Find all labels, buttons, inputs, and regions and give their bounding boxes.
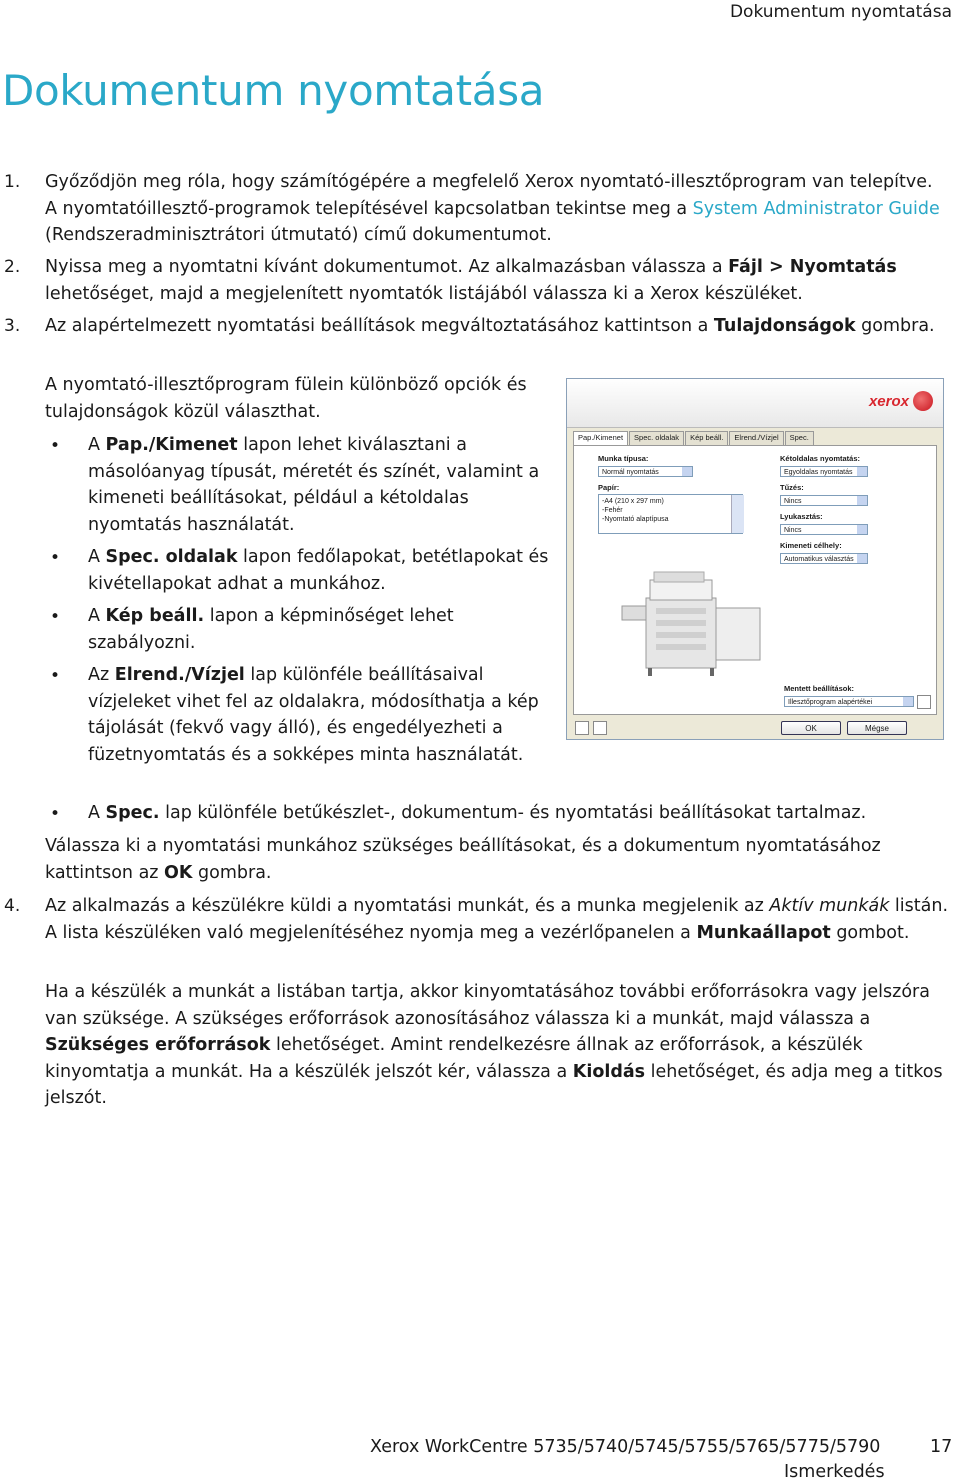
step-number: 4. [4,896,21,916]
held-job-text: Ha a készülék a munkát a listában tartja, akkor kinyomtatásához további erőforrásokra vagy jelszóra van szüksége. A szükséges erőforrások azonosításához válassza ki a munkát, majd válassza a Szükséges erőforrások lehetőséget. Amint rendelkezésre állnak az erőforrások, a készülék kinyomtatja a munkát. Ha a készülék jelszót kér, válassza a Kioldás lehetőséget, és adja meg a titkos jelszót. [45,982,943,1108]
paper-list-scrollbar[interactable] [731,495,744,533]
help-icon[interactable] [575,721,589,735]
save-settings-icon[interactable] [917,695,931,709]
step-4-text: Az alkalmazás a készülékre küldi a nyomtatási munkát, és a munka megjelenik az Aktív munkák listán. A lista készüléken való megjelenítéséhez nyomja meg a vezérlőpanelen a Munkaállapot gombot. [45,896,949,943]
stapling-label: Tűzés: [780,483,804,492]
bullet-icon: • [50,607,61,627]
tab-layout-watermark[interactable]: Elrend./Vízjel [729,431,783,445]
ok-button[interactable]: OK [781,721,841,735]
bullet-icon: • [50,548,61,568]
step-2-text: Nyissa meg a nyomtatni kívánt dokumentumot. Az alkalmazásban válassza a Fájl > Nyomtatás lehetőséget, majd a megjelenített nyomtatók listájából válassza ki a Xerox készüléket. [45,257,897,304]
bullet-item: A Spec. lap különféle betűkészlet-, dokumentum- és nyomtatási beállításokat tartalmaz. [88,803,867,823]
dialog-banner [567,379,943,428]
tab-special-pages[interactable]: Spec. oldalak [629,431,684,445]
punch-select[interactable]: Nincs [780,524,868,535]
tab-pane [573,445,937,715]
dialog-tabs [573,431,815,445]
step-number: 3. [4,316,21,336]
select-settings-text: Válassza ki a nyomtatási munkához szükséges beállításokat, és a dokumentum nyomtatásához kattintson az OK gombra. [45,836,881,883]
duplex-label: Kétoldalas nyomtatás: [780,454,861,463]
tab-advanced[interactable]: Spec. [785,431,814,445]
bullet-item: A Kép beáll. lapon a képminőséget lehet szabályozni. [88,606,454,653]
saved-settings-label: Mentett beállítások: [784,684,855,693]
footer-section: Ismerkedés [784,1462,885,1482]
printer-illustration-icon [616,558,776,698]
step-number: 2. [4,257,21,277]
admin-guide-link[interactable]: System Administrator Guide [692,198,940,219]
step-1-text: Győződjön meg róla, hogy számítógépére a megfelelő Xerox nyomtató-illesztőprogram van telepítve. A nyomtatóillesztő-programok telepítésével kapcsolatban tekintse meg a System Administrator Guide (Rendszeradminisztrátori útmutató) című dokumentumot. [45,172,940,245]
cancel-button[interactable]: Mégse [847,721,907,735]
bullet-item: A Pap./Kimenet lapon lehet kiválasztani a másolóanyag típusát, méretét és színét, valamint a kimeneti beállításokat, például a kétoldalas nyomtatás használatát. [88,435,540,535]
step-number: 1. [4,172,21,192]
page-title: Dokumentum nyomtatása [2,66,545,115]
paper-label: Papír: [598,483,620,492]
bullet-icon: • [50,666,61,686]
bullet-item: Az Elrend./Vízjel lap különféle beállításaival vízjeleket vihet fel az oldalakra, módosíthatja a kép tájolását (fekvő vagy álló), és engedélyezheti a füzetnyomtatás és a sokképes minta használatát. [88,665,539,765]
tab-image-options[interactable]: Kép beáll. [685,431,728,445]
xerox-logo: xerox [869,391,933,411]
bullet-item: A Spec. oldalak lapon fedőlapokat, betétlapokat és kivétellapokat adhat a munkához. [88,547,549,594]
running-header: Dokumentum nyomtatása [729,2,952,22]
paper-summary-list[interactable]: -A4 (210 x 297 mm) -Fehér -Nyomtató alaptípusa [598,494,743,534]
page-number: 17 [930,1437,953,1457]
tab-paper-output[interactable]: Pap./Kimenet [573,431,628,445]
xerox-ball-icon [913,391,933,411]
punch-label: Lyukasztás: [780,512,823,521]
job-type-select[interactable]: Normál nyomtatás [598,466,693,477]
stapling-select[interactable]: Nincs [780,495,868,506]
output-label: Kimeneti célhely: [780,541,842,550]
step-3-text: Az alapértelmezett nyomtatási beállítások megváltoztatásához kattintson a Tulajdonságok gombra. [45,316,935,336]
bullet-icon: • [50,804,61,824]
restore-icon[interactable] [593,721,607,735]
tabs-intro: A nyomtató-illesztőprogram fülein különböző opciók és tulajdonságok közül választhat. [45,375,527,422]
job-type-label: Munka típusa: [598,454,649,463]
print-properties-dialog [566,378,944,740]
duplex-select[interactable]: Egyoldalas nyomtatás [780,466,868,477]
output-select[interactable]: Automatikus választás [780,553,868,564]
footer-product: Xerox WorkCentre 5735/5740/5745/5755/5765/5775/5790 [370,1437,881,1457]
bullet-icon: • [50,436,61,456]
saved-settings-select[interactable]: Illesztőprogram alapértékei [784,696,914,707]
